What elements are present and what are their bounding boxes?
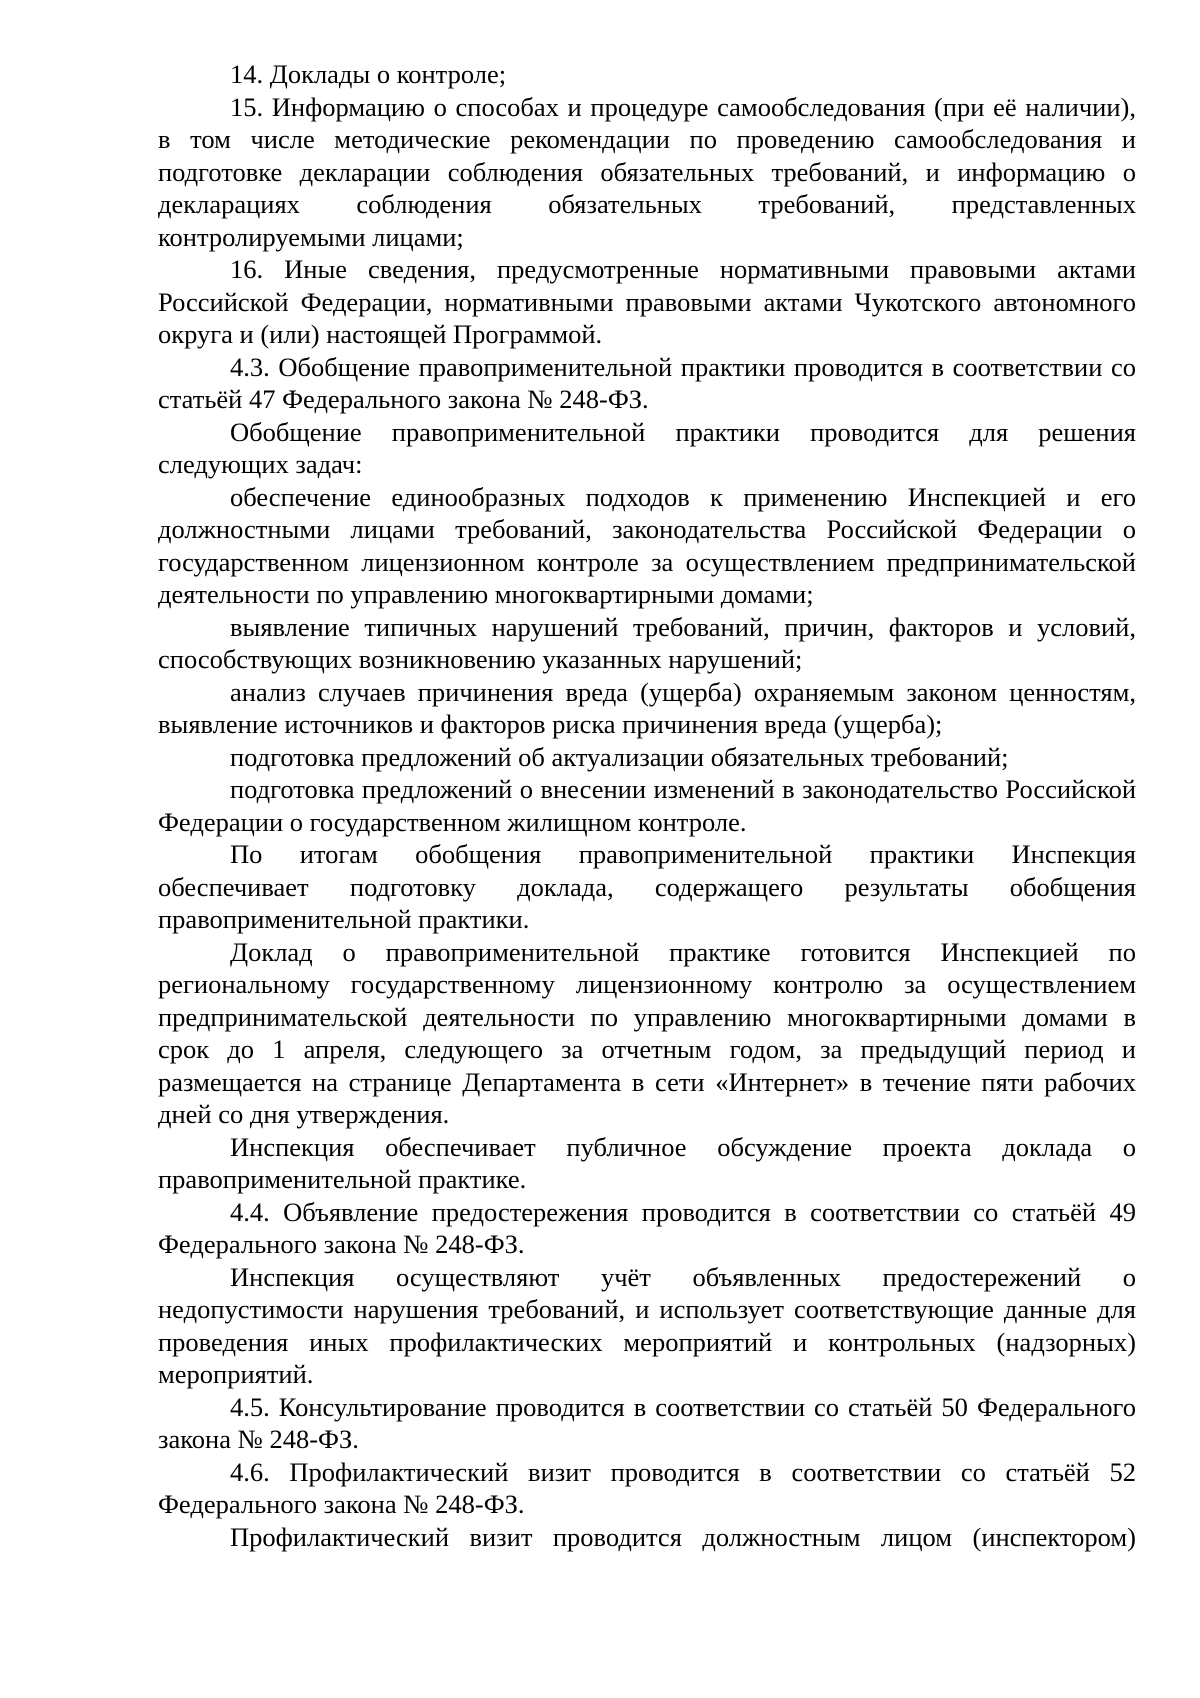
paragraph-generalization-purpose: Обобщение правоприменительной практики проводится для решения следующих задач: <box>158 416 1136 479</box>
paragraph-section-4-5: 4.5. Консультирование проводится в соответствии со статьёй 50 Федерального закона № 248-ФЗ. <box>158 1391 1136 1454</box>
paragraph-item-15: 15. Информацию о способах и процедуре самообследования (при её наличии), в том числе методические рекомендации по проведению самообследования и подготовке декларации соблюдения обязательных требований, и информацию о декларациях соблюдения обязательных требований, представленных контролируемыми лицами; <box>158 91 1136 252</box>
paragraph-preventive-visit: Профилактический визит проводится должностным лицом (инспектором) <box>230 1521 1136 1552</box>
document-page <box>158 58 1136 1553</box>
paragraph-warnings-accounting: Инспекция осуществляют учёт объявленных предостережений о недопустимости нарушения требований, и использует соответствующие данные для проведения иных профилактических мероприятий и контрольных (надзорных) мероприятий. <box>158 1261 1136 1389</box>
paragraph-section-4-4: 4.4. Объявление предостережения проводится в соответствии со статьёй 49 Федерального закона № 248-ФЗ. <box>158 1196 1136 1259</box>
paragraph-section-4-6: 4.6. Профилактический визит проводится в соответствии со статьёй 52 Федерального закона № 248-ФЗ. <box>158 1456 1136 1519</box>
paragraph-item-14: 14. Доклады о контроле; <box>230 59 507 89</box>
paragraph-report-deadline: Доклад о правоприменительной практике готовится Инспекцией по региональному государственному лицензионному контролю за осуществлением предпринимательской деятельности по управлению многоквартирными домами в срок до 1 апреля, следующего за отчетным годом, за предыдущий период и размещается на странице Департамента в сети «Интернет» в течение пяти рабочих дней со дня утверждения. <box>158 936 1136 1129</box>
paragraph-task-legislation-changes: подготовка предложений о внесении изменений в законодательство Российской Федерации о государственном жилищном контроле. <box>158 774 1136 837</box>
paragraph-task-harm-analysis: анализ случаев причинения вреда (ущерба) охраняемым законом ценностям, выявление источников и факторов риска причинения вреда (ущерба); <box>158 676 1136 739</box>
paragraph-report-preparation: По итогам обобщения правоприменительной практики Инспекция обеспечивает подготовку доклада, содержащего результаты обобщения правоприменительной практики. <box>158 839 1136 934</box>
paragraph-task-uniform-approaches: обеспечение единообразных подходов к применению Инспекцией и его должностными лицами требований, законодательства Российской Федерации о государственном лицензионном контроле за осуществлением предпринимательской деятельности по управлению многоквартирными домами; <box>158 481 1136 609</box>
paragraph-item-16: 16. Иные сведения, предусмотренные нормативными правовыми актами Российской Федерации, нормативными правовыми актами Чукотского автономного округа и (или) настоящей Программой. <box>158 254 1136 349</box>
paragraph-task-typical-violations: выявление типичных нарушений требований, причин, факторов и условий, способствующих возникновению указанных нарушений; <box>158 611 1136 674</box>
paragraph-public-discussion: Инспекция обеспечивает публичное обсуждение проекта доклада о правоприменительной практике. <box>158 1131 1136 1194</box>
paragraph-section-4-3: 4.3. Обобщение правоприменительной практики проводится в соответствии со статьёй 47 Федерального закона № 248-ФЗ. <box>158 351 1136 414</box>
paragraph-task-requirements-update: подготовка предложений об актуализации обязательных требований; <box>230 741 1009 772</box>
